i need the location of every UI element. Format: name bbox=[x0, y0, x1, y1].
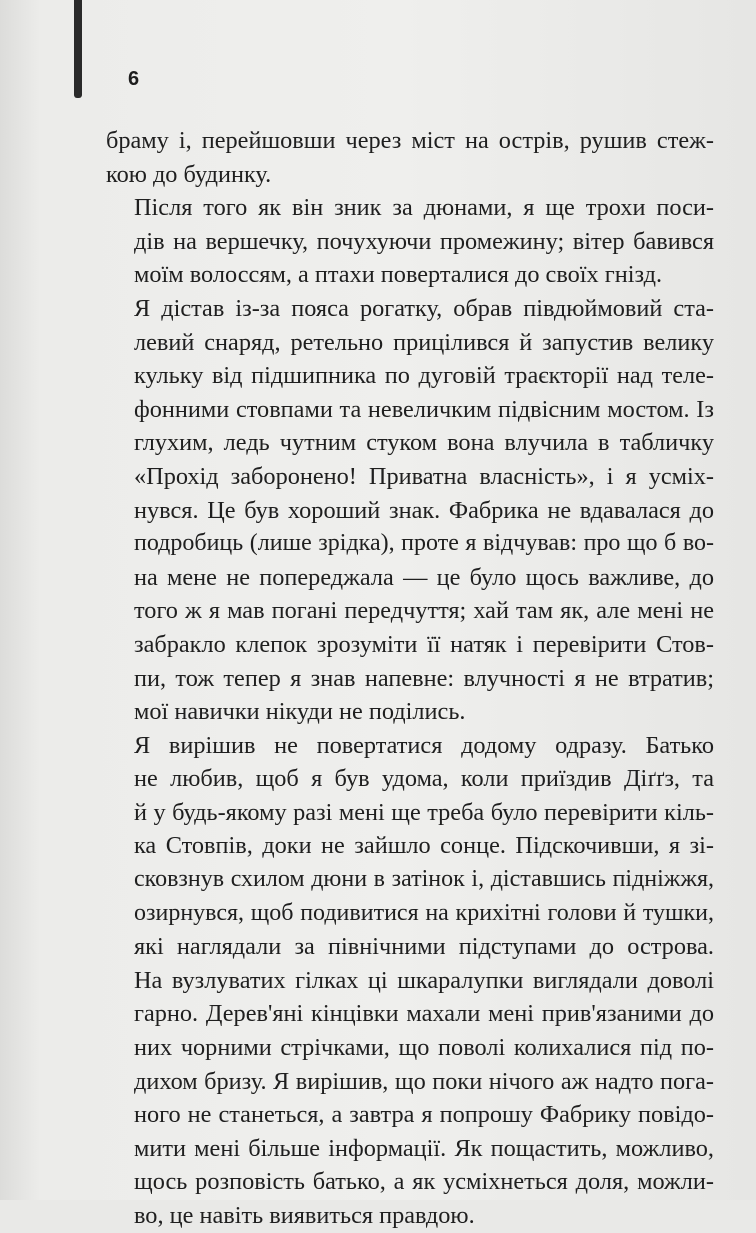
text-line: забракло клепок зрозуміти її натяк і перевірити Стов- bbox=[134, 630, 714, 658]
text-line: На вузлуватих гілках ці шкаралупки виглядали доволі bbox=[134, 966, 714, 994]
text-line: не любив, щоб я був удома, коли приїздив Діґґз, та bbox=[134, 765, 714, 793]
spine-shadow bbox=[74, 0, 82, 98]
text-line: ка Стовпів, доки не зайшло сонце. Підскочивши, я зі- bbox=[134, 832, 714, 860]
text-line: браму і, перейшовши через міст на острів, рушив стеж- bbox=[106, 127, 714, 154]
text-line: мити мені більше інформації. Як пощастить, можливо, bbox=[134, 1134, 714, 1162]
page-number: 6 bbox=[128, 68, 140, 90]
text-line: моїм волоссям, а птахи поверталися до своїх гнізд. bbox=[134, 261, 663, 289]
text-line: які наглядали за північними підступами до острова. bbox=[134, 933, 714, 961]
text-line: мої навички нікуди не поділись. bbox=[134, 698, 466, 726]
text-line: глухим, ледь чутним стуком вона влучила в табличку bbox=[134, 429, 714, 457]
text-line: ного не станеться, а завтра я попрошу Фабрику повідо- bbox=[134, 1101, 714, 1129]
text-line: нувся. Це був хороший знак. Фабрика не вдавалася до bbox=[134, 496, 714, 524]
text-line: й у будь-якому разі мені ще треба було перевірити кіль- bbox=[134, 798, 714, 826]
text-line: во, це навіть виявиться правдою. bbox=[134, 1202, 475, 1229]
text-line: подробиць (лише зрідка), проте я відчував: про що б во- bbox=[134, 530, 714, 557]
paragraph bbox=[106, 729, 714, 1233]
paragraph bbox=[106, 292, 714, 729]
text-line: фонними стовпами та невеличким підвісним мостом. Із bbox=[134, 395, 714, 423]
text-line: кою до будинку. bbox=[106, 160, 272, 188]
text-line: «Прохід заборонено! Приватна власність», і я усміх- bbox=[134, 462, 714, 490]
text-line: пи, тож тепер я знав напевне: влучності я не втратив; bbox=[134, 664, 714, 692]
text-line: щось розповість батько, а як усміхнеться доля, можли- bbox=[134, 1168, 714, 1196]
paragraph bbox=[106, 191, 714, 292]
body-text bbox=[106, 124, 714, 1233]
text-line: Я дістав із-за пояса рогатку, обрав півдюймовий ста- bbox=[134, 294, 714, 322]
text-line: озирнувся, щоб подивитися на крихітні голови й тушки, bbox=[134, 899, 714, 926]
text-line: дихом бризу. Я вирішив, що поки нічого аж надто пога- bbox=[134, 1067, 714, 1095]
text-line: гарно. Дерев'яні кінцівки махали мені прив'язаними до bbox=[134, 1000, 714, 1028]
paragraph bbox=[106, 124, 714, 191]
text-line: Я вирішив не повертатися додому одразу. Батько bbox=[134, 731, 714, 759]
text-line: дів на вершечку, почухуючи промежину; вітер бавився bbox=[134, 227, 714, 255]
text-line: левий снаряд, ретельно прицілився й запустив велику bbox=[134, 328, 714, 356]
text-line: того ж я мав погані передчуття; хай там як, але мені не bbox=[134, 597, 714, 625]
text-line: Після того як він зник за дюнами, я ще трохи поси- bbox=[134, 194, 714, 222]
text-line: них чорними стрічками, що поволі колихалися під по- bbox=[134, 1034, 714, 1062]
text-line: на мене не попереджала — це було щось важливе, до bbox=[134, 563, 714, 591]
text-line: кульку від підшипника по дуговій траєкторії над теле- bbox=[134, 362, 714, 390]
text-line: сковзнув схилом дюни в затінок і, діставшись підніжжя, bbox=[134, 866, 714, 893]
